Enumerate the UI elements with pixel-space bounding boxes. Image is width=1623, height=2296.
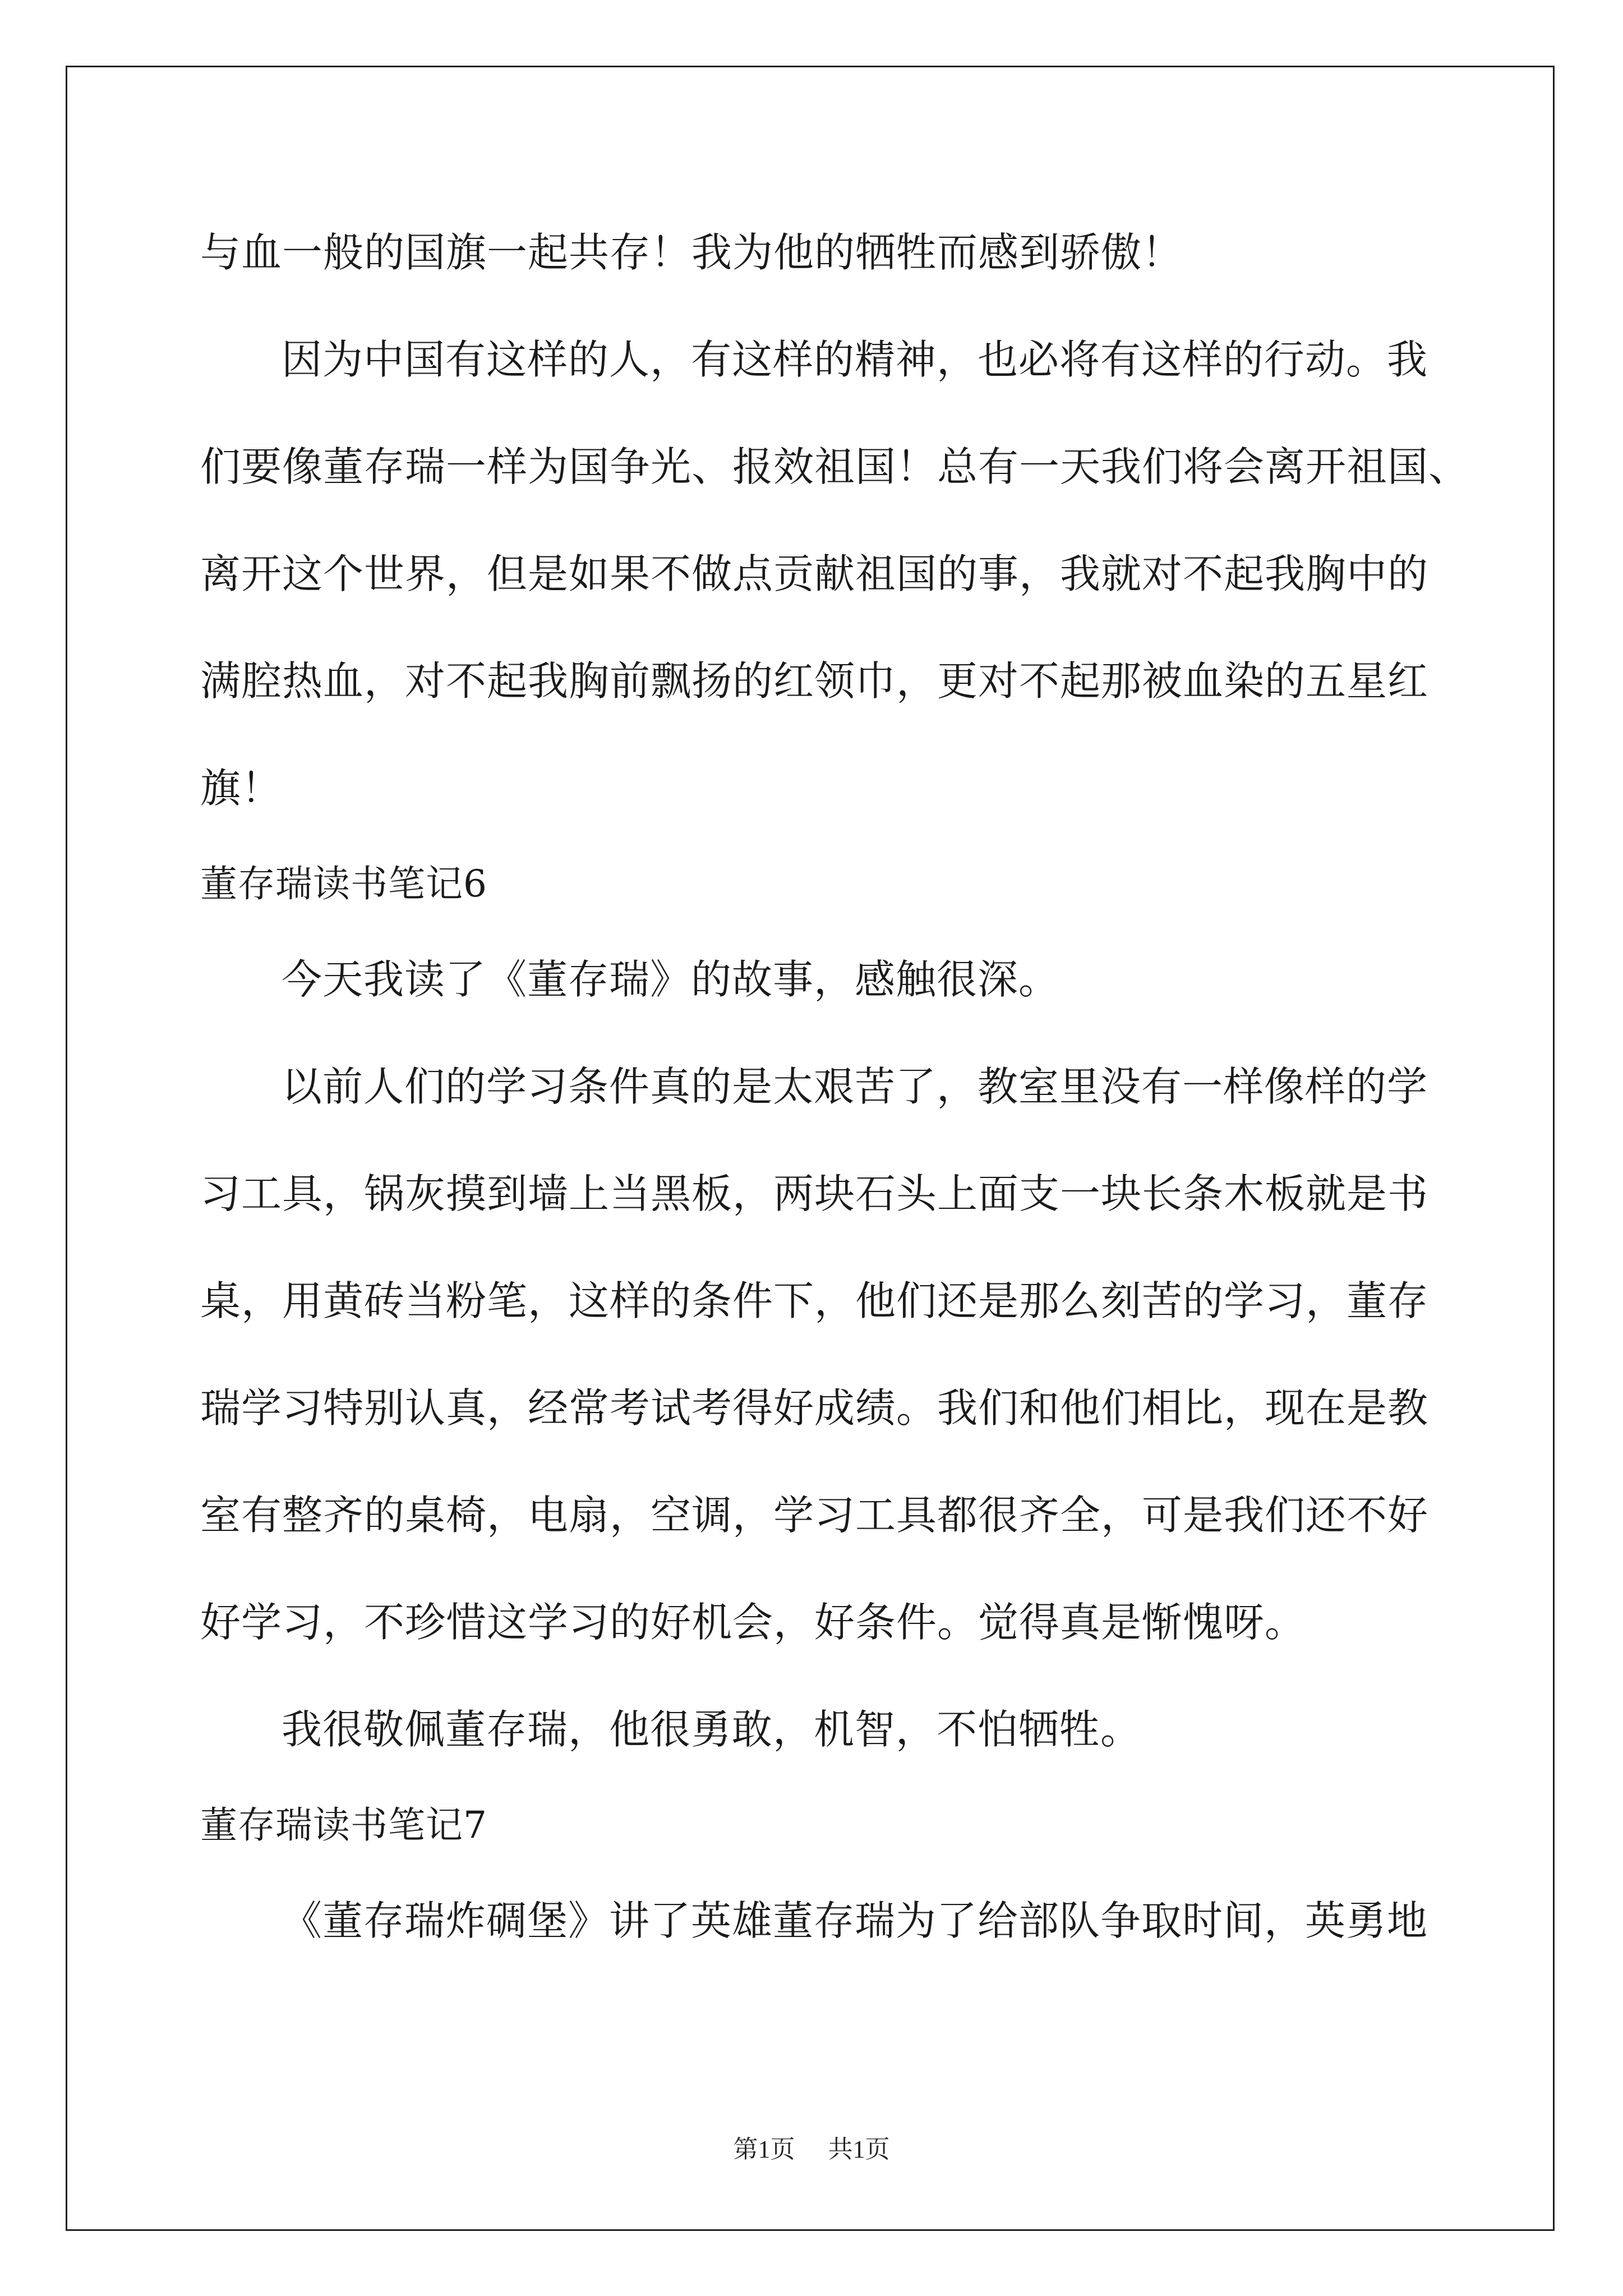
paragraph-line: 室有整齐的桌椅，电扇，空调，学习工具都很齐全，可是我们还不好 (200, 1492, 1429, 1539)
paragraph-line: 与血一般的国旗一起共存！我为他的牺牲而感到骄傲！ (200, 229, 1183, 276)
page-footer (0, 2129, 1623, 2165)
paragraph-line: 旗！ (200, 765, 283, 812)
paragraph-line: 好学习，不珍惜这学习的好机会，好条件。觉得真是惭愧呀。 (200, 1599, 1306, 1646)
paragraph-line: 满腔热血，对不起我胸前飘扬的红领巾，更对不起那被血染的五星红 (200, 657, 1429, 705)
section-heading: 董存瑞读书笔记7 (200, 1803, 487, 1847)
paragraph-line: 瑞学习特别认真，经常考试考得好成绩。我们和他们相比，现在是教 (200, 1384, 1429, 1432)
paragraph-line: 习工具，锅灰摸到墙上当黑板，两块石头上面支一块长条木板就是书 (200, 1170, 1429, 1217)
page-total: 共1页 (828, 2136, 890, 2163)
paragraph-line: 因为中国有这样的人，有这样的精神，也必将有这样的行动。我 (282, 336, 1428, 383)
section-heading: 董存瑞读书笔记6 (200, 862, 487, 905)
paragraph-line: 们要像董存瑞一样为国争光、报效祖国！总有一天我们将会离开祖国、 (200, 443, 1470, 490)
document-body (200, 213, 1470, 1989)
paragraph-line: 我很敬佩董存瑞，他很勇敢，机智，不怕牺牲。 (282, 1706, 1142, 1753)
paragraph-line: 离开这个世界，但是如果不做点贡献祖国的事，我就对不起我胸中的 (200, 550, 1429, 597)
paragraph-line: 今天我读了《董存瑞》的故事，感触很深。 (282, 956, 1060, 1003)
paragraph-line: 《董存瑞炸碉堡》讲了英雄董存瑞为了给部队争取时间，英勇地 (282, 1897, 1428, 1944)
paragraph-line: 以前人们的学习条件真的是太艰苦了，教室里没有一样像样的学 (282, 1063, 1428, 1110)
paragraph-line: 桌，用黄砖当粉笔，这样的条件下，他们还是那么刻苦的学习，董存 (200, 1277, 1429, 1324)
page-number: 第1页 (733, 2136, 795, 2163)
